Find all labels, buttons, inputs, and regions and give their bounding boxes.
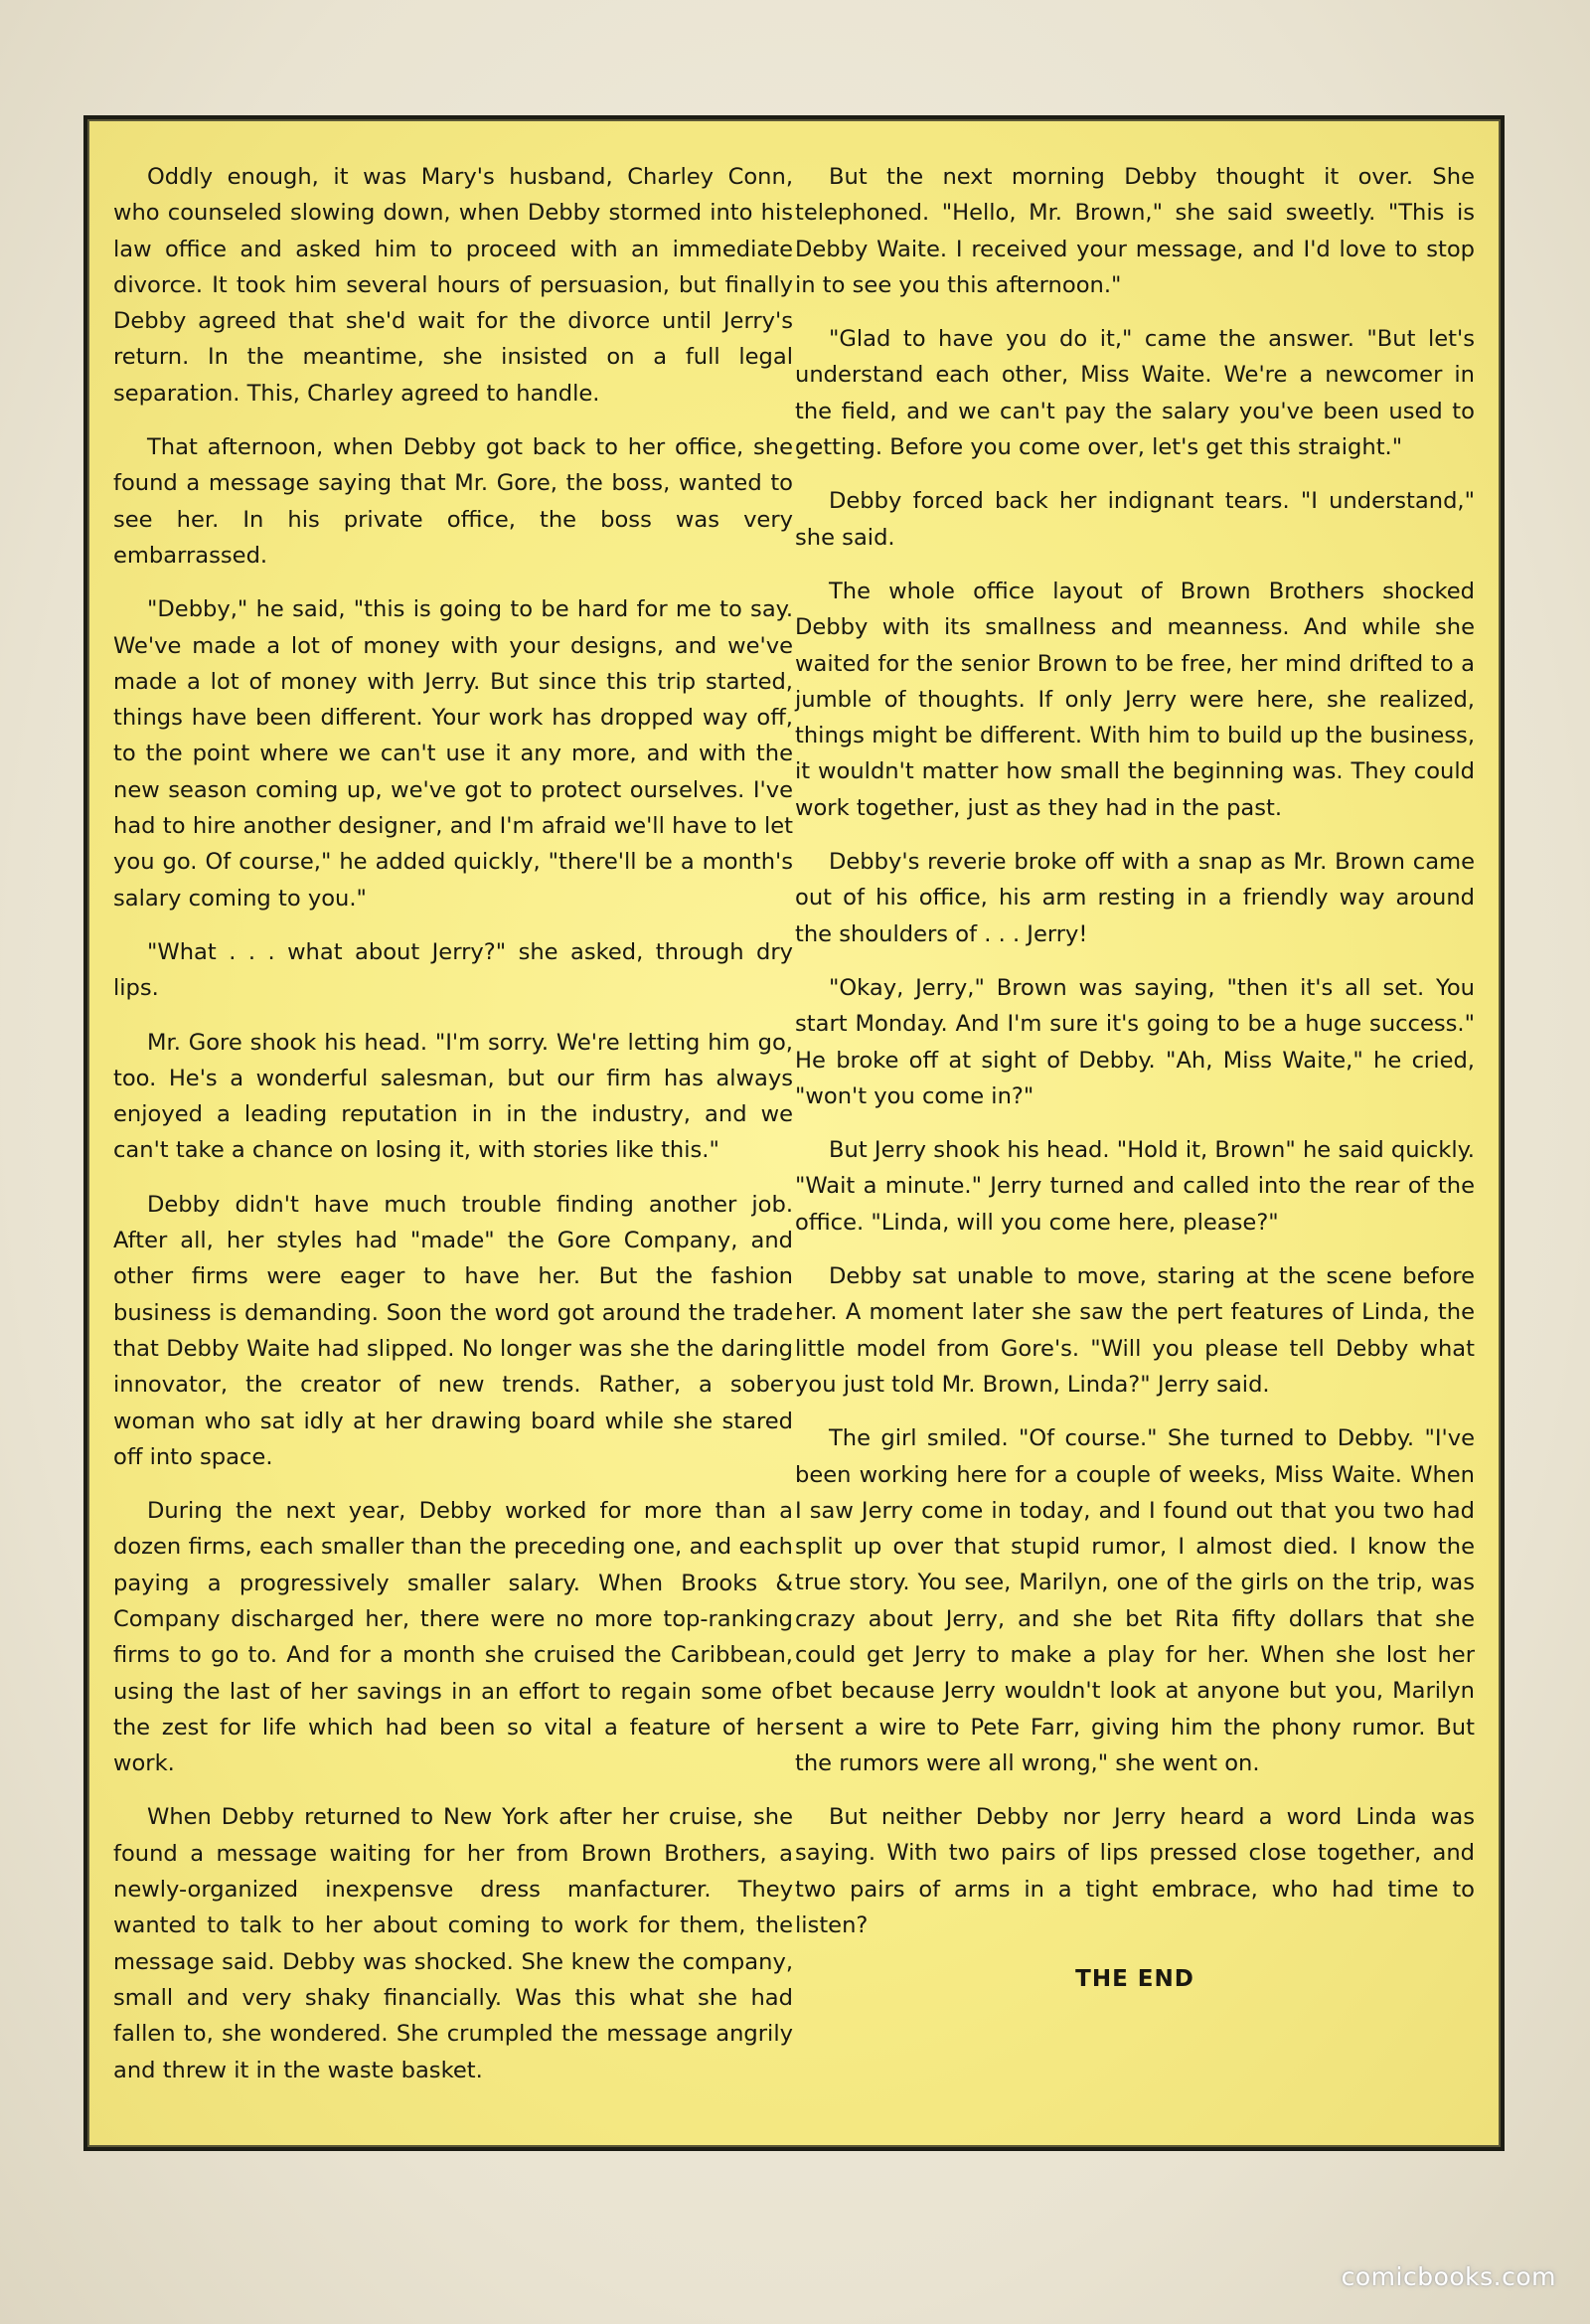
story-paragraph: That afternoon, when Debby got back to her office, she found a message saying that Mr. Gore, the boss, wanted to see her. In his private office, the boss was very embarrassed.	[113, 434, 793, 569]
story-paragraph: "Debby," he said, "this is going to be hard for me to say. We've made a lot of money with your designs, and we've made a lot of money with Jerry. But since this trip started, things have been different. Your work has dropped way off, to the point where we can't use it any more, and with the new season coming up, we've got to protect ourselves. I've had to hire another designer, and I'm afraid we'll have to let you go. Of course," he added quickly, "there'll be a month's salary coming to you."	[113, 596, 793, 912]
story-paragraph: But Jerry shook his head. "Hold it, Brown" he said quickly. "Wait a minute." Jerry turned and called into the rear of the office. "Linda, will you come here, please?"	[795, 1137, 1475, 1236]
story-paragraph: "Glad to have you do it," came the answer. "But let's understand each other, Miss Waite. We're a newcomer in the field, and we can't pay the salary you've been used to getting. Before you come over, let's get this straight."	[795, 326, 1475, 461]
story-paragraph: Oddly enough, it was Mary's husband, Charley Conn, who counseled slowing down, when Debby stormed into his law office and asked him to proceed with an immediate divorce. It took him several hours of persuasion, but finally Debby agreed that she'd wait for the divorce until Jerry's return. In the meantime, she insisted on a full legal separation. This, Charley agreed to handle.	[113, 164, 793, 407]
story-paragraph: Mr. Gore shook his head. "I'm sorry. We're letting him go, too. He's a wonderful salesman, but our firm has always enjoyed a leading reputation in in the industry, and we can't take a chance on losing it, with stories like this."	[113, 1029, 793, 1164]
story-paragraph: "What . . . what about Jerry?" she asked, through dry lips.	[113, 938, 793, 1002]
story-paragraph: Debby didn't have much trouble finding another job. After all, her styles had "made" the Gore Company, and other firms were eager to have her. But the fashion business is demanding. Soon the word got around the trade that Debby Waite had slipped. No longer was she the daring innovator, the creator of new trends. Rather, a sober woman who sat idly at her drawing board while she stared off into space.	[113, 1191, 793, 1470]
story-text-panel	[83, 115, 1505, 2151]
story-paragraph: During the next year, Debby worked for more than a dozen firms, each smaller than the preceding one, and each paying a progressively smaller salary. When Brooks & Company discharged her, there were no more top-ranking firms to go to. And for a month she cruised the Caribbean, using the last of her savings in an effort to regain some of the zest for life which had been so vital a feature of her work.	[113, 1498, 793, 1777]
story-paragraph: Debby sat unable to move, staring at the scene before her. A moment later she saw the pert features of Linda, the little model from Gore's. "Will you please tell Debby what you just told Mr. Brown, Linda?" Jerry said.	[795, 1263, 1475, 1398]
story-paragraph: When Debby returned to New York after her cruise, she found a message waiting for her from Brown Brothers, a newly-organized inexpensve dress manfacturer. They wanted to talk to her about coming to work for them, the message said. Debby was shocked. She knew the company, small and very shaky financially. Was this what she had fallen to, she wondered. She crumpled the message angrily and threw it in the waste basket.	[113, 1804, 793, 2083]
story-paragraph: But the next morning Debby thought it over. She telephoned. "Hello, Mr. Brown," she said sweetly. "This is Debby Waite. I received your message, and I'd love to stop in to see you this afternoon."	[795, 164, 1475, 298]
story-paragraph: Debby forced back her indignant tears. "I understand," she said.	[795, 488, 1475, 551]
left-text-column	[113, 159, 793, 2106]
site-watermark: comicbooks.com	[1341, 2262, 1556, 2291]
story-paragraph: "Okay, Jerry," Brown was saying, "then it's all set. You start Monday. And I'm sure it's going to be a huge success." He broke off at sight of Debby. "Ah, Miss Waite," he cried, "won't you come in?"	[795, 974, 1475, 1109]
story-paragraph: The whole office layout of Brown Brothers shocked Debby with its smallness and meanness. And while she waited for the senior Brown to be free, her mind drifted to a jumble of thoughts. If only Jerry were here, she realized, things might be different. With him to build up the business, it wouldn't matter how small the beginning was. They could work together, just as they had in the past.	[795, 578, 1475, 821]
the-end-label: THE END	[1075, 1966, 1194, 1993]
story-paragraph: The girl smiled. "Of course." She turned to Debby. "I've been working here for a couple of weeks, Miss Waite. When I saw Jerry come in today, and I found out that you two had split up over that stupid rumor, I almost died. I know the true story. You see, Marilyn, one of the girls on the trip, was crazy about Jerry, and she bet Rita fifty dollars that she could get Jerry to make a play for her. When she lost her bet because Jerry wouldn't look at anyone but you, Marilyn sent a wire to Pete Farr, giving him the phony rumor. But the rumors were all wrong," she went on.	[795, 1425, 1475, 1776]
story-paragraph: But neither Debby nor Jerry heard a word Linda was saying. With two pairs of lips pressed close together, and two pairs of arms in a tight embrace, who had time to listen?	[795, 1804, 1475, 1939]
story-paragraph: Debby's reverie broke off with a snap as Mr. Brown came out of his office, his arm resting in a friendly way around the shoulders of . . . Jerry!	[795, 849, 1475, 947]
right-text-column	[795, 159, 1475, 2016]
